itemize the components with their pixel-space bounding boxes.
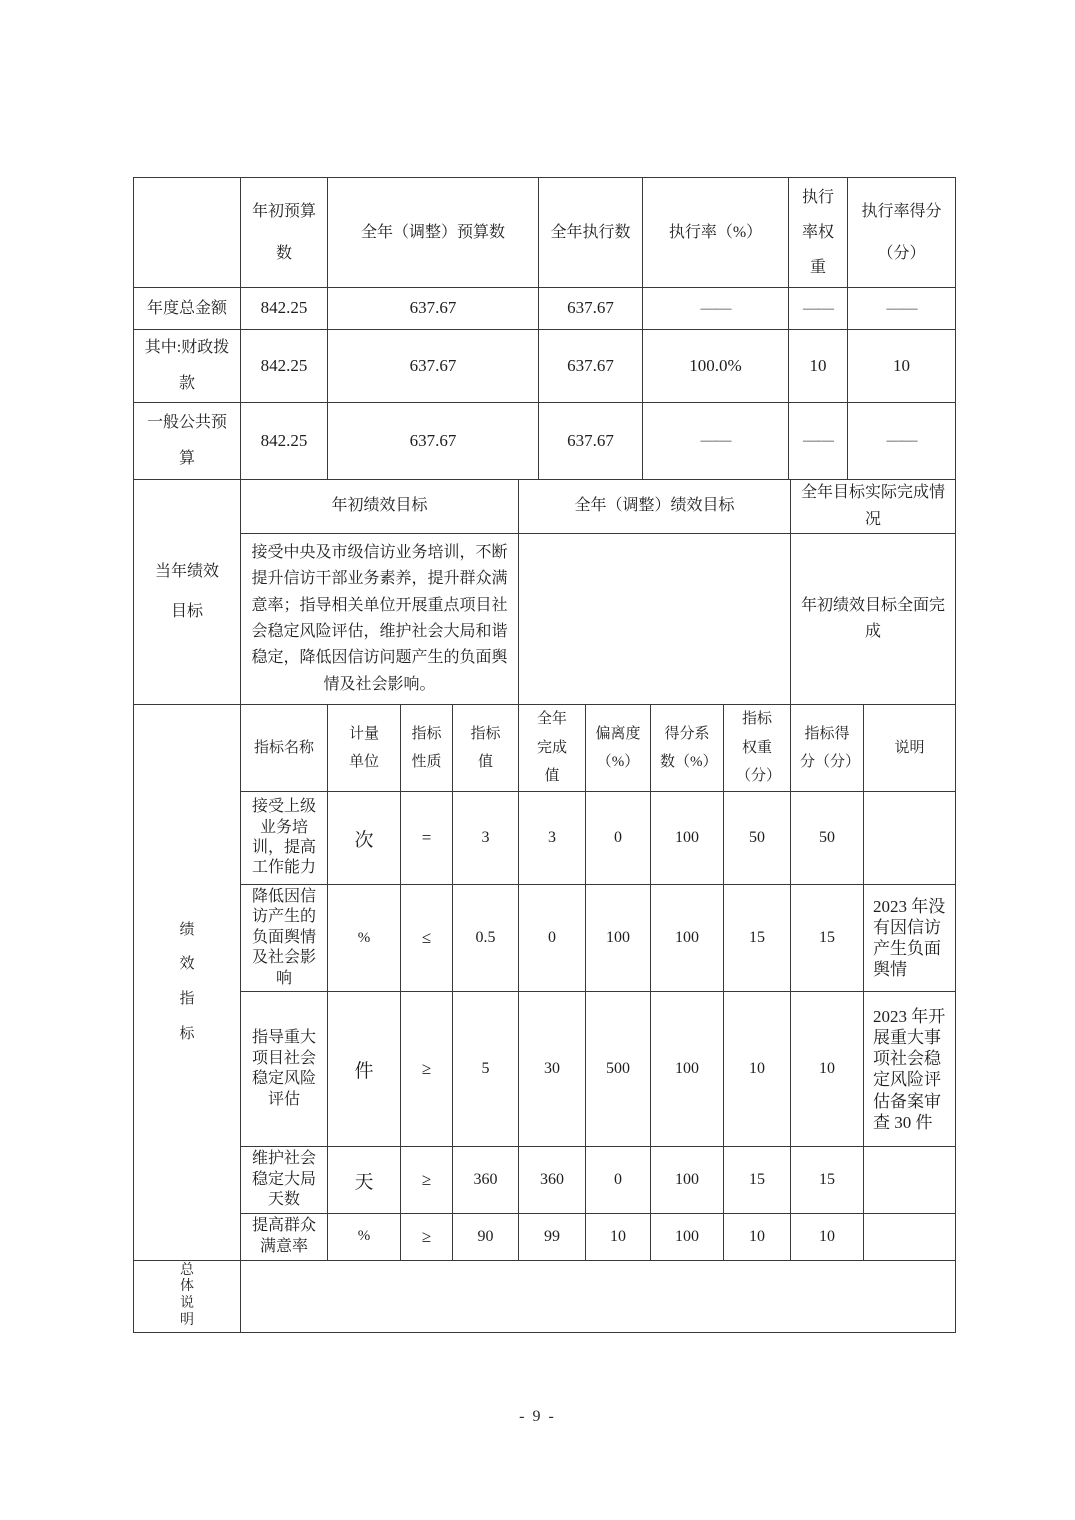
summary-label-text: 总体说明 <box>179 1262 194 1329</box>
cell-score: 10 <box>791 1213 864 1260</box>
cell-indicator-name: 指导重大项目社会稳定风险评估 <box>241 992 328 1147</box>
cell-target: 0.5 <box>453 885 519 992</box>
yearly-goal-row-label <box>134 480 241 705</box>
cell-deviation: 0 <box>586 1147 651 1213</box>
cell-target: 3 <box>453 792 519 885</box>
indicator-header-deviation: 偏离度（%） <box>586 705 651 792</box>
cell-rate: —— <box>643 403 789 480</box>
cell-coefficient: 100 <box>651 1213 724 1260</box>
goal-header-initial: 年初绩效目标 <box>241 480 519 534</box>
indicator-header-coefficient: 得分系数（%） <box>651 705 724 792</box>
table-row <box>134 992 956 1147</box>
cell-completed: 0 <box>519 885 586 992</box>
goal-content-row <box>134 534 956 705</box>
cell-note <box>864 1213 956 1260</box>
page-number: - 9 - <box>519 1408 556 1425</box>
adjusted-goal-text <box>519 534 791 705</box>
cell-rate-score: —— <box>848 288 956 330</box>
indicator-header-unit: 计量单位 <box>328 705 401 792</box>
table-row <box>134 288 956 330</box>
cell-nature: ≥ <box>401 992 453 1147</box>
cell-nature: ≥ <box>401 1147 453 1213</box>
yearly-goal-label-text: 当年绩效目标 <box>154 563 219 620</box>
cell-weight: 15 <box>724 885 791 992</box>
budget-header-rate-score: 执行率得分（分） <box>848 178 956 288</box>
cell-completed: 30 <box>519 992 586 1147</box>
cell-deviation: 0 <box>586 792 651 885</box>
cell-target: 360 <box>453 1147 519 1213</box>
cell-coefficient: 100 <box>651 792 724 885</box>
cell-coefficient: 100 <box>651 992 724 1147</box>
cell-deviation: 500 <box>586 992 651 1147</box>
indicator-header-name: 指标名称 <box>241 705 328 792</box>
cell-indicator-name: 降低因信访产生的负面舆情及社会影响 <box>241 885 328 992</box>
indicator-header-row <box>134 705 956 792</box>
budget-header-executed: 全年执行数 <box>539 178 643 288</box>
cell-executed: 637.67 <box>539 403 643 480</box>
goal-header-adjusted: 全年（调整）绩效目标 <box>519 480 791 534</box>
cell-weight: 10 <box>724 992 791 1147</box>
cell-executed: 637.67 <box>539 330 643 403</box>
indicator-label-text: 绩效指标 <box>179 921 195 1043</box>
cell-note: 2023 年开展重大事项社会稳定风险评估备案审查 30 件 <box>864 992 956 1147</box>
budget-header-row <box>134 178 956 288</box>
cell-nature: ≤ <box>401 885 453 992</box>
table-row <box>134 330 956 403</box>
cell-indicator-name: 提高群众满意率 <box>241 1213 328 1260</box>
summary-table <box>133 1260 956 1333</box>
cell-initial: 842.25 <box>241 330 328 403</box>
cell-unit: % <box>328 1213 401 1260</box>
cell-score: 15 <box>791 1147 864 1213</box>
cell-rate-weight: —— <box>789 403 848 480</box>
cell-unit: % <box>328 885 401 992</box>
cell-weight: 10 <box>724 1213 791 1260</box>
cell-initial: 842.25 <box>241 288 328 330</box>
cell-adjusted: 637.67 <box>328 330 539 403</box>
summary-label <box>134 1260 241 1332</box>
indicator-header-score: 指标得分（分） <box>791 705 864 792</box>
cell-rate: 100.0% <box>643 330 789 403</box>
cell-completed: 3 <box>519 792 586 885</box>
cell-indicator-name: 接受上级业务培训，提高工作能力 <box>241 792 328 885</box>
cell-adjusted: 637.67 <box>328 403 539 480</box>
indicator-header-weight: 指标权重（分） <box>724 705 791 792</box>
budget-row-label: 一般公共预算 <box>134 403 241 480</box>
summary-content <box>241 1260 956 1332</box>
cell-unit: 次 <box>328 792 401 885</box>
cell-rate-weight: 10 <box>789 330 848 403</box>
cell-coefficient: 100 <box>651 885 724 992</box>
performance-evaluation-table <box>133 177 955 1333</box>
table-row <box>134 1147 956 1213</box>
cell-completed: 360 <box>519 1147 586 1213</box>
cell-adjusted: 637.67 <box>328 288 539 330</box>
cell-score: 10 <box>791 992 864 1147</box>
cell-coefficient: 100 <box>651 1147 724 1213</box>
initial-goal-text: 接受中央及市级信访业务培训，不断提升信访干部业务素养，提升群众满意率；指导相关单位开展重点项目社会稳定风险评估，维护社会大局和谐稳定，降低因信访问题产生的负面舆情及社会影响。 <box>241 534 519 705</box>
cell-unit: 天 <box>328 1147 401 1213</box>
budget-row-label: 年度总金额 <box>134 288 241 330</box>
cell-rate-score: 10 <box>848 330 956 403</box>
cell-deviation: 100 <box>586 885 651 992</box>
cell-weight: 15 <box>724 1147 791 1213</box>
cell-target: 5 <box>453 992 519 1147</box>
cell-rate-weight: —— <box>789 288 848 330</box>
budget-header-initial: 年初预算数 <box>241 178 328 288</box>
table-row <box>134 792 956 885</box>
cell-unit: 件 <box>328 992 401 1147</box>
cell-score: 50 <box>791 792 864 885</box>
indicator-header-nature: 指标性质 <box>401 705 453 792</box>
budget-header-rate: 执行率（%） <box>643 178 789 288</box>
indicator-header-target: 指标值 <box>453 705 519 792</box>
indicator-header-note: 说明 <box>864 705 956 792</box>
cell-note <box>864 792 956 885</box>
summary-row <box>134 1260 956 1332</box>
goal-header-actual: 全年目标实际完成情况 <box>791 480 956 534</box>
actual-completion-text: 年初绩效目标全面完成 <box>791 534 956 705</box>
cell-indicator-name: 维护社会稳定大局天数 <box>241 1147 328 1213</box>
cell-note: 2023 年没有因信访产生负面舆情 <box>864 885 956 992</box>
budget-row-label: 其中:财政拨款 <box>134 330 241 403</box>
goal-header-row <box>134 480 956 534</box>
cell-executed: 637.67 <box>539 288 643 330</box>
table-row <box>134 1213 956 1260</box>
cell-completed: 99 <box>519 1213 586 1260</box>
cell-note <box>864 1147 956 1213</box>
table-row <box>134 885 956 992</box>
indicator-header-completed: 全年完成值 <box>519 705 586 792</box>
table-row <box>134 403 956 480</box>
cell-nature: ≥ <box>401 1213 453 1260</box>
indicator-section-label <box>134 705 241 1261</box>
budget-execution-table <box>133 177 956 480</box>
budget-header-rate-weight: 执行率权重 <box>789 178 848 288</box>
budget-header-adjusted: 全年（调整）预算数 <box>328 178 539 288</box>
indicator-table <box>133 704 956 1261</box>
budget-header-corner <box>134 178 241 288</box>
cell-target: 90 <box>453 1213 519 1260</box>
cell-rate-score: —— <box>848 403 956 480</box>
cell-initial: 842.25 <box>241 403 328 480</box>
cell-nature: = <box>401 792 453 885</box>
cell-rate: —— <box>643 288 789 330</box>
cell-deviation: 10 <box>586 1213 651 1260</box>
yearly-goal-table <box>133 479 956 705</box>
cell-score: 15 <box>791 885 864 992</box>
cell-weight: 50 <box>724 792 791 885</box>
